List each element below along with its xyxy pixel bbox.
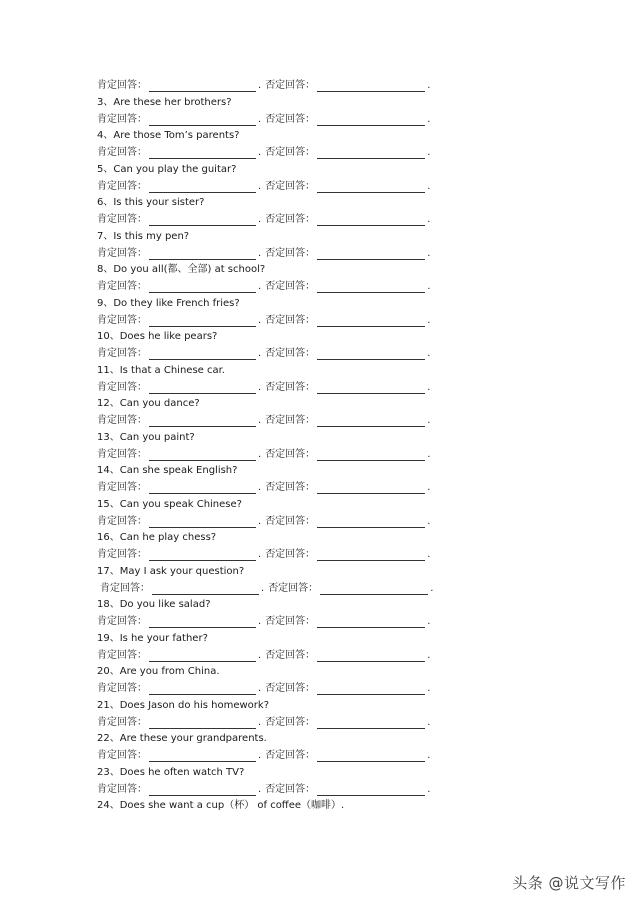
question-line: 15、Can you speak Chinese? (97, 498, 242, 510)
answer-line (97, 747, 430, 765)
negative-label: 否定回答： (265, 515, 316, 527)
answer-line (97, 312, 430, 330)
negative-label: 否定回答： (265, 616, 316, 627)
question-line: 24、Does she want a cup（杯） of coffee（咖啡）. (97, 800, 345, 812)
answer-line (100, 580, 433, 598)
question-line: 13、Can you paint? (97, 431, 195, 443)
answer-line (97, 479, 430, 497)
answer-line (97, 278, 430, 296)
negative-blank[interactable] (317, 715, 425, 729)
question-line: 6、Is this your sister? (97, 197, 205, 209)
negative-label: 否定回答： (265, 147, 316, 158)
affirmative-label: 肯定回答： (97, 482, 147, 493)
affirmative-blank[interactable] (149, 480, 256, 494)
answer-line (97, 379, 430, 397)
separator-dot: . (258, 616, 262, 627)
question-line: 23、Does he often watch TV? (97, 766, 245, 778)
affirmative-blank[interactable] (149, 547, 256, 561)
negative-label: 否定回答： (265, 214, 316, 225)
affirmative-label: 肯定回答： (97, 616, 147, 627)
question-line: 9、Do they like French fries? (97, 297, 240, 309)
affirmative-label: 肯定回答： (97, 381, 147, 393)
question-line: 4、Are those Tom’s parents? (97, 130, 240, 142)
affirmative-label: 肯定回答： (97, 80, 147, 91)
end-dot: . (427, 515, 431, 527)
question-line: 12、Can you dance? (97, 398, 200, 410)
answer-line (97, 680, 430, 698)
answer-line (97, 613, 430, 631)
end-dot: . (427, 448, 431, 460)
negative-label: 否定回答： (265, 314, 316, 326)
affirmative-label: 肯定回答： (97, 348, 147, 359)
separator-dot: . (258, 281, 262, 292)
answer-line (97, 345, 430, 363)
separator-dot: . (258, 348, 262, 359)
negative-label: 否定回答： (265, 281, 316, 292)
answer-line (97, 647, 430, 665)
negative-blank[interactable] (317, 681, 425, 695)
separator-dot: . (258, 180, 262, 192)
affirmative-label: 肯定回答： (97, 716, 147, 728)
separator-dot: . (258, 314, 262, 326)
negative-label: 否定回答： (265, 649, 316, 661)
negative-blank[interactable] (317, 279, 425, 293)
separator-dot: . (258, 113, 262, 125)
end-dot: . (427, 616, 431, 627)
separator-dot: . (258, 750, 262, 761)
affirmative-blank[interactable] (149, 246, 256, 260)
affirmative-label: 肯定回答： (97, 515, 147, 527)
answer-line (97, 245, 430, 263)
negative-label: 否定回答： (265, 348, 316, 359)
affirmative-blank[interactable] (149, 715, 256, 729)
end-dot: . (427, 415, 431, 426)
negative-blank[interactable] (317, 547, 425, 561)
negative-blank[interactable] (317, 112, 425, 126)
negative-blank[interactable] (317, 447, 425, 461)
question-line: 18、Do you like salad? (97, 599, 211, 611)
question-line: 21、Does Jason do his homework? (97, 699, 270, 711)
affirmative-label: 肯定回答： (97, 448, 147, 460)
affirmative-blank[interactable] (149, 614, 256, 628)
affirmative-blank[interactable] (149, 112, 256, 126)
affirmative-blank[interactable] (152, 581, 259, 595)
affirmative-blank[interactable] (149, 648, 256, 662)
affirmative-blank[interactable] (149, 681, 256, 695)
affirmative-label: 肯定回答： (97, 281, 147, 292)
separator-dot: . (258, 80, 262, 91)
question-line: 11、Is that a Chinese car. (97, 364, 225, 376)
negative-label: 否定回答： (265, 415, 316, 426)
question-line: 19、Is he your father? (97, 632, 208, 644)
question-line: 5、Can you play the guitar? (97, 163, 237, 175)
affirmative-label: 肯定回答： (97, 683, 147, 694)
negative-blank[interactable] (317, 346, 425, 360)
negative-blank[interactable] (320, 581, 428, 595)
affirmative-label: 肯定回答： (97, 783, 147, 795)
negative-blank[interactable] (317, 514, 425, 528)
answer-line (97, 111, 430, 129)
negative-label: 否定回答： (268, 582, 319, 594)
negative-label: 否定回答： (265, 783, 316, 795)
answer-line (97, 77, 430, 95)
negative-blank[interactable] (317, 145, 425, 159)
affirmative-blank[interactable] (149, 748, 256, 762)
affirmative-label: 肯定回答： (97, 180, 147, 192)
separator-dot: . (258, 549, 262, 560)
answer-line (97, 412, 430, 430)
end-dot: . (427, 314, 431, 326)
affirmative-blank[interactable] (149, 346, 256, 360)
negative-label: 否定回答： (265, 482, 316, 493)
affirmative-label: 肯定回答： (97, 314, 147, 326)
negative-label: 否定回答： (265, 448, 316, 460)
end-dot: . (427, 783, 431, 795)
negative-label: 否定回答： (265, 549, 316, 560)
end-dot: . (427, 750, 431, 761)
question-line: 20、Are you from China. (97, 666, 220, 678)
negative-blank[interactable] (317, 480, 425, 494)
affirmative-label: 肯定回答： (97, 549, 147, 560)
question-line: 10、Does he like pears? (97, 331, 218, 343)
affirmative-label: 肯定回答： (97, 415, 147, 426)
affirmative-blank[interactable] (149, 78, 256, 92)
answer-line (97, 513, 430, 531)
separator-dot: . (258, 515, 262, 527)
affirmative-blank[interactable] (149, 782, 256, 796)
negative-blank[interactable] (317, 246, 425, 260)
end-dot: . (427, 683, 431, 694)
affirmative-blank[interactable] (149, 212, 256, 226)
end-dot: . (427, 214, 431, 225)
affirmative-label: 肯定回答： (97, 113, 147, 125)
negative-blank[interactable] (317, 179, 425, 193)
negative-label: 否定回答： (265, 180, 316, 192)
separator-dot: . (258, 448, 262, 460)
affirmative-blank[interactable] (149, 313, 256, 327)
answer-line (97, 781, 430, 799)
answer-line (97, 144, 430, 162)
affirmative-label: 肯定回答： (97, 147, 147, 158)
question-line: 17、May I ask your question? (97, 565, 245, 577)
affirmative-blank[interactable] (149, 380, 256, 394)
question-line: 3、Are these her brothers? (97, 96, 232, 108)
separator-dot: . (261, 582, 265, 594)
answer-line (97, 178, 430, 196)
negative-blank[interactable] (317, 782, 425, 796)
negative-label: 否定回答： (265, 750, 316, 761)
negative-blank[interactable] (317, 380, 425, 394)
negative-label: 否定回答： (265, 247, 316, 259)
affirmative-label: 肯定回答： (97, 214, 147, 225)
negative-label: 否定回答： (265, 683, 316, 694)
negative-blank[interactable] (317, 748, 425, 762)
end-dot: . (427, 549, 431, 560)
negative-blank[interactable] (317, 78, 425, 92)
question-line: 8、Do you all(都、全部) at school? (97, 264, 266, 276)
affirmative-label: 肯定回答： (97, 750, 147, 761)
separator-dot: . (258, 783, 262, 795)
negative-blank[interactable] (317, 313, 425, 327)
answer-line (97, 546, 430, 564)
end-dot: . (427, 180, 431, 192)
affirmative-label: 肯定回答： (97, 247, 147, 259)
end-dot: . (427, 147, 431, 158)
separator-dot: . (258, 716, 262, 728)
end-dot: . (427, 80, 431, 91)
negative-label: 否定回答： (265, 80, 316, 91)
affirmative-label: 肯定回答： (100, 582, 150, 594)
separator-dot: . (258, 649, 262, 661)
question-line: 22、Are these your grandparents. (97, 733, 267, 745)
affirmative-blank[interactable] (149, 447, 256, 461)
question-line: 14、Can she speak English? (97, 465, 238, 477)
separator-dot: . (258, 482, 262, 493)
answer-line (97, 211, 430, 229)
separator-dot: . (258, 381, 262, 393)
question-line: 16、Can he play chess? (97, 532, 217, 544)
end-dot: . (427, 247, 431, 259)
affirmative-blank[interactable] (149, 145, 256, 159)
end-dot: . (427, 649, 431, 661)
negative-label: 否定回答： (265, 381, 316, 393)
end-dot: . (430, 582, 434, 594)
end-dot: . (427, 482, 431, 493)
separator-dot: . (258, 683, 262, 694)
end-dot: . (427, 281, 431, 292)
end-dot: . (427, 716, 431, 728)
end-dot: . (427, 348, 431, 359)
negative-blank[interactable] (317, 614, 425, 628)
negative-blank[interactable] (317, 648, 425, 662)
affirmative-blank[interactable] (149, 514, 256, 528)
separator-dot: . (258, 147, 262, 158)
watermark: 头条 @说文写作 (512, 874, 626, 892)
negative-label: 否定回答： (265, 113, 316, 125)
question-line: 7、Is this my pen? (97, 230, 190, 242)
end-dot: . (427, 381, 431, 393)
separator-dot: . (258, 247, 262, 259)
end-dot: . (427, 113, 431, 125)
affirmative-label: 肯定回答： (97, 649, 147, 661)
answer-line (97, 446, 430, 464)
negative-blank[interactable] (317, 212, 425, 226)
negative-label: 否定回答： (265, 716, 316, 728)
affirmative-blank[interactable] (149, 279, 256, 293)
answer-line (97, 714, 430, 732)
separator-dot: . (258, 415, 262, 426)
negative-blank[interactable] (317, 413, 425, 427)
separator-dot: . (258, 214, 262, 225)
affirmative-blank[interactable] (149, 413, 256, 427)
affirmative-blank[interactable] (149, 179, 256, 193)
